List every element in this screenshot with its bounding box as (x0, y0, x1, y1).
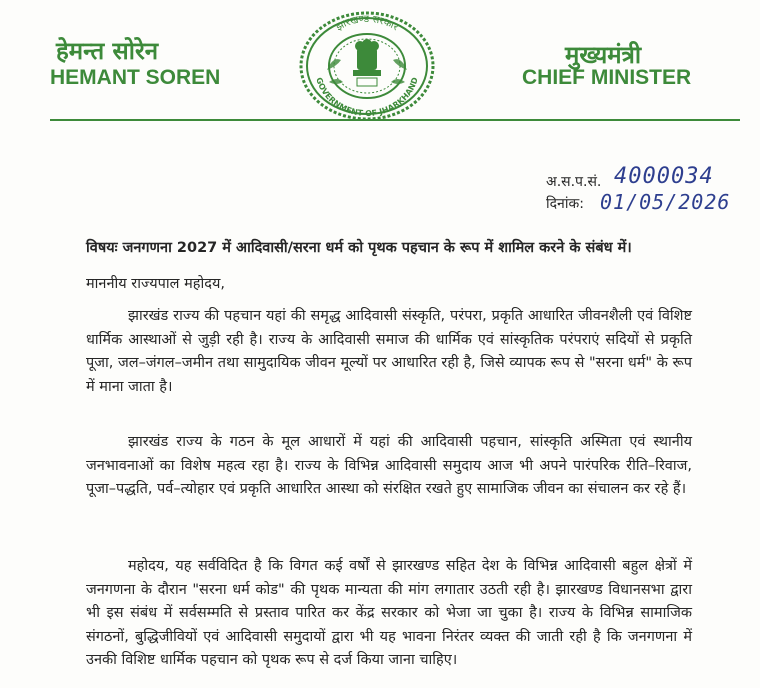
date-value: 01/05/2026 (600, 190, 731, 214)
paragraph-3: महोदय, यह सर्वविदित है कि विगत कई वर्षों से झारखण्ड सहित देश के विभिन्न आदिवासी बहुल क्षेत्रों में जनगणना के दौरान "सरना धर्म कोड" की पृथक मान्यता की मांग लगातार उठती रही है। झारखण्ड विधानसभा द्वारा भी इस संबंध में सर्वसम्मति से प्रस्ताव पारित कर केंद्र सरकार को भेजा जा चुका है। राज्य के विभिन्न सामाजिक संगठनों, बुद्धिजीवियों एवं आदिवासी समुदायों द्वारा भी यह भावना निरंतर व्यक्त की जाती रही है कि जनगणना में उनकी विशिष्ट धार्मिक पहचान को पृथक रूप से दर्ज किया जाना चाहिए। (86, 558, 692, 668)
reference-number-value: 4000034 (614, 164, 714, 189)
date-label: दिनांक: (546, 196, 584, 212)
seal-top-text: झारखण्ड सरकार (334, 13, 401, 34)
title-english: CHIEF MINISTER (522, 66, 692, 89)
reference-number-label: अ.स.प.सं. (546, 174, 602, 190)
letter-salutation: माननीय राज्यपाल महोदय, (86, 276, 225, 292)
government-seal-icon (297, 10, 437, 122)
name-hindi: हेमन्त सोरेन (56, 37, 159, 65)
letter-subject: विषयः जनगणना 2027 में आदिवासी/सरना धर्म को पृथक पहचान के रूप में शामिल करने के संबंध में। (86, 240, 632, 256)
paragraph-1: झारखंड राज्य की पहचान यहां की समृद्ध आदिवासी संस्कृति, परंपरा, प्रकृति आधारित जीवनशैली एवं विशिष्ट धार्मिक आस्थाओं से जुड़ी रही है। राज्य के आदिवासी समाज की धार्मिक एवं सांस्कृतिक परंपराएं सदियों से प्रकृति पूजा, जल–जंगल–जमीन तथा सामुदायिक जीवन मूल्यों पर आधारित रही है, जिसे व्यापक रूप से "सरना धर्म" के रूप में माना जाता है। (86, 308, 692, 395)
paragraph-2: झारखंड राज्य के गठन के मूल आधारों में यहां की आदिवासी पहचान, सांस्कृति अस्मिता एवं स्थानीय जनभावनाओं का विशेष महत्व रहा है। राज्य के विभिन्न आदिवासी समुदाय आज भी अपने पारंपरिक रीति–रिवाज, पूजा–पद्धति, पर्व–त्योहार एवं प्रकृति आधारित आस्था को संरक्षित रखते हुए सामाजिक जीवन का संचालन कर रहे हैं। (86, 434, 692, 497)
name-english: HEMANT SOREN (50, 66, 221, 89)
seal-bottom-text: GOVERNMENT OF JHARKHAND (314, 76, 420, 119)
header-divider (50, 119, 740, 121)
title-hindi: मुख्यमंत्री (565, 41, 642, 69)
